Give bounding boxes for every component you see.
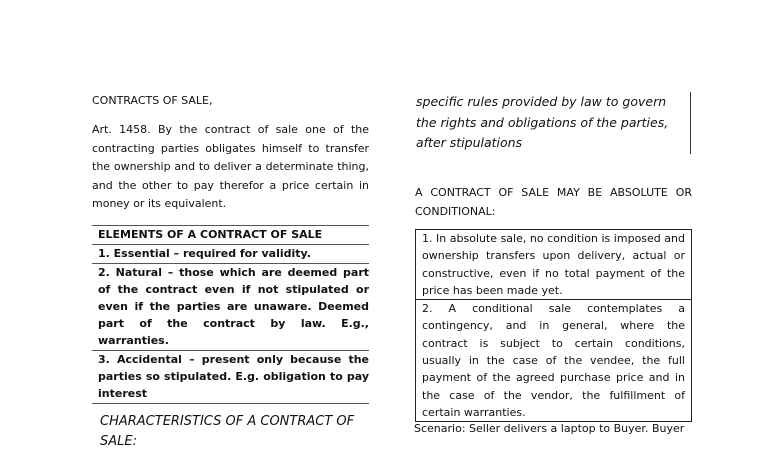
elements-table-row-essential: 1. Essential – required for validity. — [92, 245, 369, 264]
kinds-heading: A CONTRACT OF SALE MAY BE ABSOLUTE OR CONDITIONAL: — [415, 186, 692, 218]
elements-table-header: ELEMENTS OF A CONTRACT OF SALE — [92, 226, 369, 245]
kinds-table — [415, 229, 692, 422]
elements-table-row-natural: 2. Natural – those which are deemed part of the contract even if not stipulated or even if the parties are unaware. Deemed part of the contract by law. E.g., warranties. — [92, 264, 369, 351]
kinds-table-row-conditional: 2. A conditional sale contemplates a contingency, and in general, where the contract is subject to certain conditions, usually in the case of the vendee, the full payment of the agreed purchase price and in the case of the vendor, the fulfillment of certain warranties. — [416, 300, 692, 422]
elements-table-row-accidental: 3. Accidental – present only because the parties so stipulated. E.g. obligation to pay interest — [92, 351, 369, 404]
kinds-table-row-absolute: 1. In absolute sale, no condition is imposed and ownership transfers upon delivery, actual or constructive, even if no total payment of the price has been made yet. — [416, 230, 692, 300]
elements-table — [92, 225, 369, 404]
article-1458-text: Art. 1458. By the contract of sale one of the contracting parties obligates himself to transfer the ownership and to deliver a determinate thing, and the other to pay therefor a price certain in money or its equivalent. — [92, 123, 369, 210]
rules-text-box: specific rules provided by law to govern the rights and obligations of the parties, after stipulations — [416, 92, 691, 154]
characteristics-heading: CHARACTERISTICS OF A CONTRACT OF SALE: — [100, 414, 355, 449]
section-title: CONTRACTS OF SALE, — [92, 94, 213, 107]
scenario-text: Scenario: Seller delivers a laptop to Buyer. Buyer — [414, 422, 685, 435]
